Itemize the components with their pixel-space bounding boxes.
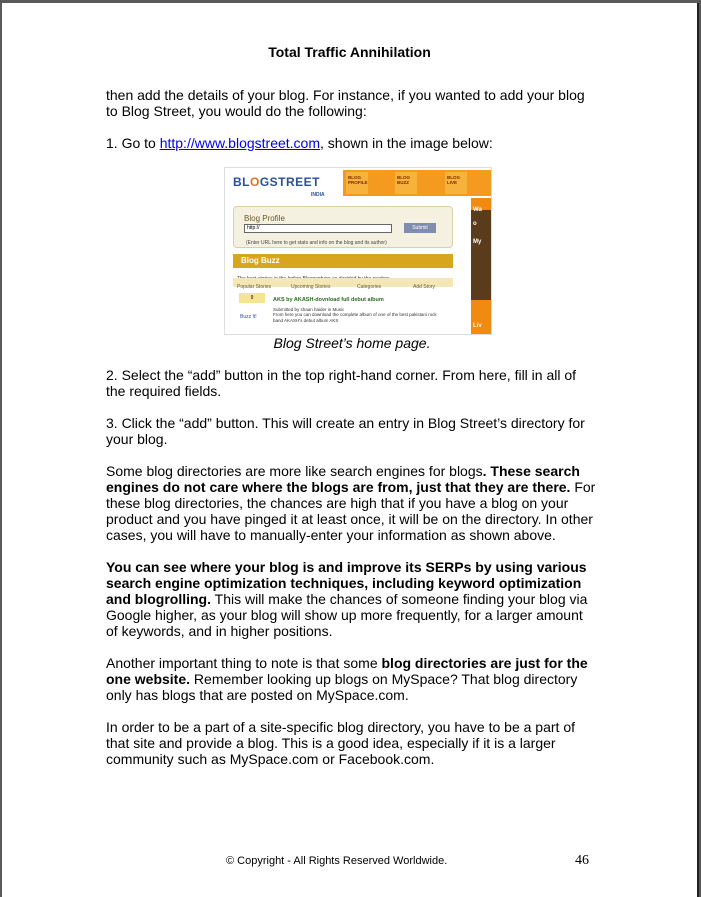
banner-text: Liv [473,323,482,329]
logo-subtitle: INDIA [311,192,325,198]
banner-text: Wa [473,207,482,213]
profile-hint: (Enter URL here to get stats and info on the blog and its author) [246,240,387,246]
blogstreet-link[interactable]: http://www.blogstreet.com [159,135,320,151]
step-1-text: 1. Go to [106,135,160,151]
subtab-popular: Popular Stories [237,284,272,290]
story-byline: Submitted by shaan haider in Music [273,307,345,312]
banner-text: My [473,239,482,245]
right-banner [471,198,491,334]
buzz-subtabs [233,278,453,290]
page-header-title: Total Traffic Annihilation [268,44,431,60]
blogstreet-header [225,168,491,198]
buzz-it-link: Buzz It! [240,314,257,320]
paragraph-step-1 [106,135,598,151]
paragraph: Another important thing to note is that some blog directories are just for the one website. Remember looking up blogs on MySpace? That blog directory only has blogs that are posted on MySpace.com. [106,655,588,703]
blogstreet-tabs [343,170,491,196]
page-content [106,87,598,783]
paragraph: You can see where your blog is and improve its SERPs by using various search engine optimization techniques, including keyword optimization and blogrolling. This will make the chances of someone finding your blog via Google higher, as your blog will show up more frequently, for a larger amount of keywords, and in higher positions. [106,559,588,639]
story-description: From here you can download the complete album of one of the best pakistani rock band AKASH's debut album AKS [273,312,437,323]
subtab-add-story: Add Story [413,284,435,290]
blog-profile-box [233,206,453,248]
banner-text: o [473,221,477,227]
tab-blog-buzz: BLOG BUZZ [395,172,417,194]
tab-blog-live: BLOG LIVE [445,172,467,194]
blog-url-input: http:// [244,224,392,233]
copyright-notice: © Copyright - All Rights Reserved Worldwide. [226,855,448,867]
paragraph: Some blog directories are more like search engines for blogs. These search engines do not care where the blogs are from, just that they are there. For these blog directories, the chances are high that if you have a blog on your product and you have pinged it at least once, it will be on the directory. In other cases, you will have to manually-enter your information as shown above. [106,463,596,543]
step-1-text-after: , shown in the image below: [320,135,493,151]
blog-profile-title: Blog Profile [244,214,285,223]
story-votes: 9 [239,293,265,303]
tab-blog-profile: BLOG PROFILE [346,172,368,194]
page-number: 46 [575,853,589,868]
subtab-upcoming: Upcoming Stories [291,284,331,290]
paragraph-step-2: 2. Select the “add” button in the top right-hand corner. From here, fill in all of the required fields. [106,367,577,399]
blogstreet-screenshot [224,167,492,335]
subtab-categories: Categories [357,284,382,290]
submit-button: Submit [404,223,436,233]
paragraph-step-3: 3. Click the “add” button. This will create an entry in Blog Street’s directory for your blog. [106,415,585,447]
blogstreet-logo: BLOGSTREET [233,175,321,189]
paragraph: In order to be a part of a site-specific blog directory, you have to be a part of that site and provide a blog. This is a good idea, especially if it is a larger community such as MySpace.com or Facebook.com. [106,719,575,767]
figure-caption: Blog Street’s home page. [273,335,431,351]
paragraph: then add the details of your blog. For instance, if you wanted to add your blog to Blog Street, you would do the following: [106,87,585,119]
blog-buzz-title: Blog Buzz [233,254,453,268]
document-page [2,3,699,897]
story-title: AKS by AKASH-dovnload full debut album [273,297,384,303]
